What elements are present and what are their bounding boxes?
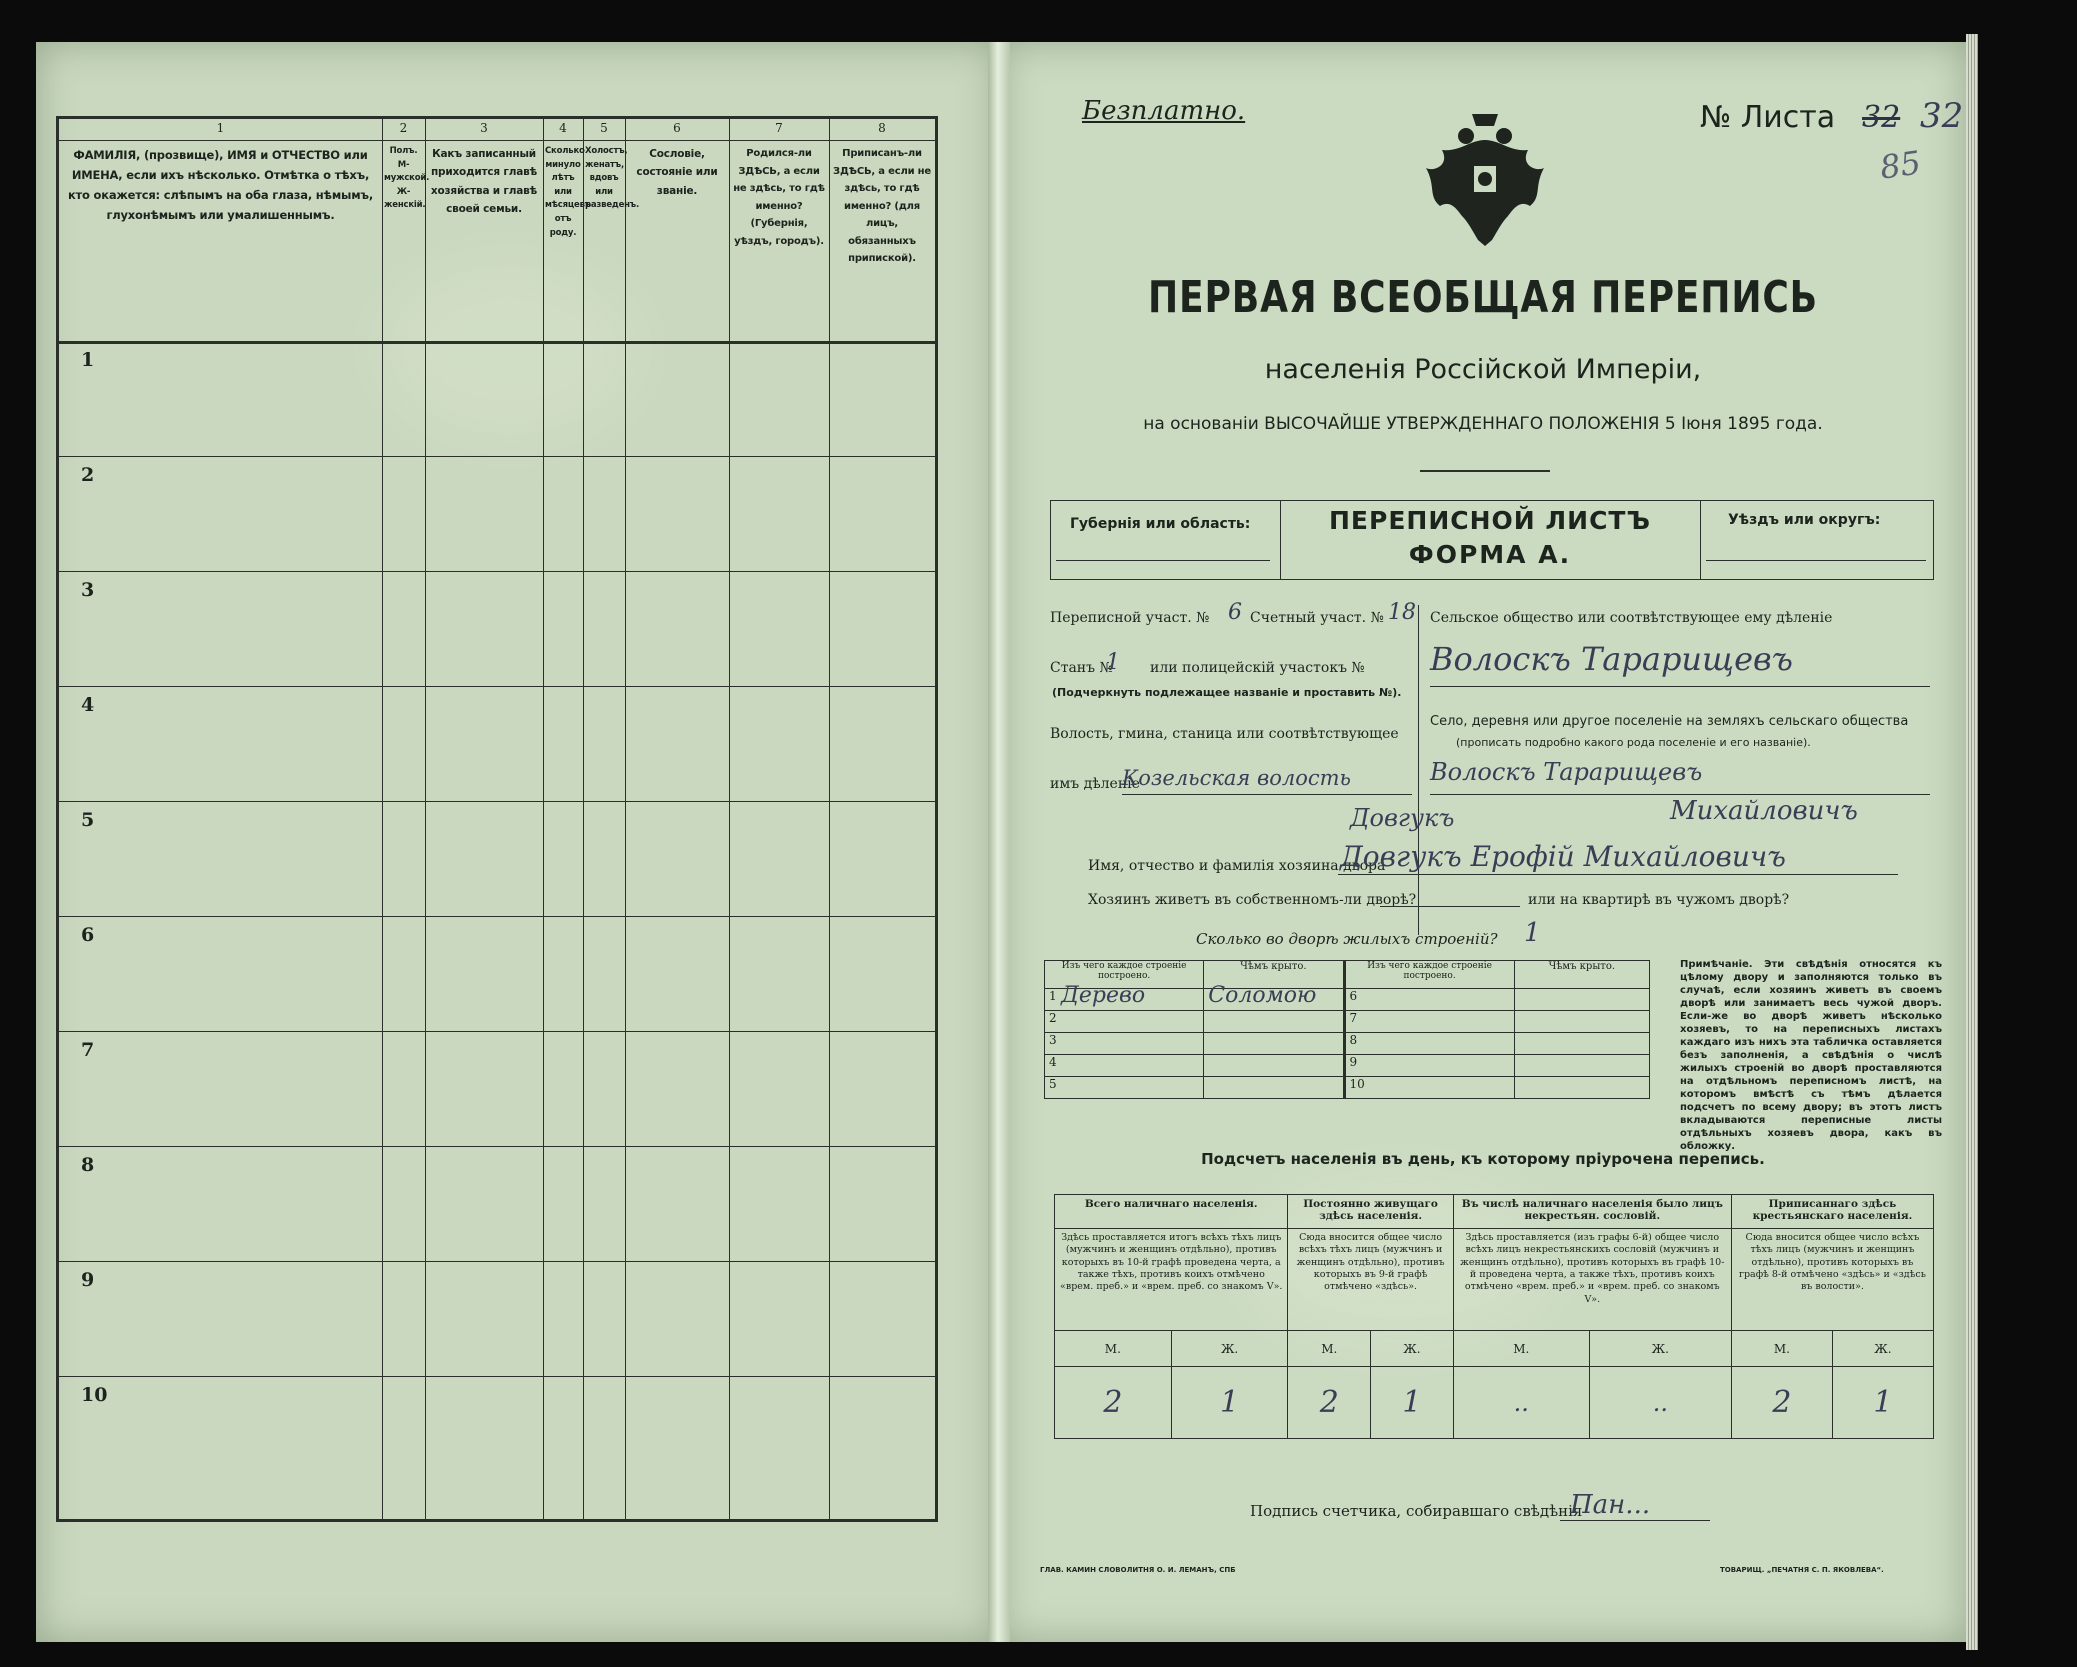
tally-value: ..: [1589, 1367, 1731, 1439]
tally-head-total: Всего наличнаго населенія.: [1055, 1195, 1288, 1229]
row-number: 4: [81, 694, 95, 716]
bt-cell: [1204, 1055, 1344, 1077]
bt-row-number: 10: [1344, 1077, 1514, 1099]
ornament-divider: [1420, 470, 1550, 472]
free-label: Безплатно.: [1082, 96, 1246, 126]
column-number: 2: [399, 121, 408, 135]
column-divider: [382, 119, 383, 1519]
column-header-age: Сколько минуло лѣтъ или мѣсяцевъ отъ роду.: [545, 146, 591, 238]
bt-row-number: 1: [1049, 989, 1057, 1003]
column-divider: [543, 119, 544, 1519]
tally-desc: Здѣсь проставляется итогъ всѣхъ тѣхъ лицъ (мужчинъ и женщинъ отдѣльно), противъ которыхъ въ 10-й графѣ проведена черта, а также тѣхъ, противъ коихъ отмѣчено «врем. преб.» и «врем. преб. со знакомъ V».: [1055, 1229, 1288, 1331]
page-edges: [1966, 34, 1978, 1650]
village-label: Село, деревня или другое поселеніе на земляхъ сельскаго общества: [1430, 714, 1909, 729]
rent-label: или на квартирѣ въ чужомъ дворѣ?: [1528, 892, 1790, 908]
own-yard-label: Хозяинъ живетъ въ собственномъ-ли дворѣ?: [1088, 892, 1417, 908]
bt-row-number: 8: [1344, 1033, 1514, 1055]
form-header-divider: [1700, 500, 1701, 580]
bt-head-material: Изъ чего каждое строеніе построено.: [1045, 961, 1204, 989]
tally-value: 1: [1371, 1367, 1454, 1439]
signature-value: Пан...: [1570, 1490, 1651, 1520]
tally-desc: Сюда вносится общее число всѣхъ тѣхъ лицъ (мужчинъ и женщинъ отдѣльно), противъ которыхъ въ графѣ 8-й отмѣчено «здѣсь» и «здѣсь въ волости».: [1731, 1229, 1933, 1331]
bt-row-number: 9: [1344, 1055, 1514, 1077]
bt-row1-material: Дерево: [1061, 983, 1146, 1008]
tally-zh: Ж.: [1371, 1331, 1454, 1367]
bt-cell: [1514, 989, 1649, 1011]
stan-label: Станъ №: [1050, 660, 1113, 676]
signature-label: Подпись счетчика, собиравшаго свѣдѣнія: [1250, 1502, 1583, 1520]
column-header-relation: Какъ записанный приходится главѣ хозяйства и главѣ своей семьи.: [430, 148, 538, 216]
column-header-marital: Холостъ, женатъ, вдовъ или разведенъ.: [585, 146, 640, 211]
society-label: Сельское общество или соотвѣтствующее ему дѣленіе: [1430, 610, 1833, 626]
bt-row-roof: [1204, 983, 1344, 1011]
bt-row-number: 3: [1045, 1033, 1204, 1055]
bt-row1-roof: Соломою: [1208, 983, 1317, 1008]
bt-row-number: 4: [1045, 1055, 1204, 1077]
volost-label-cont: имъ дѣленіе: [1050, 776, 1140, 792]
sheet-number-pencil: 85: [1877, 143, 1924, 187]
buildings-value: 1: [1524, 918, 1541, 948]
society-line: [1430, 686, 1930, 687]
tally-head-non-peasant: Въ числѣ наличнаго населенія было лицъ некрестьян. сословій.: [1453, 1195, 1731, 1229]
info-block-divider: [1418, 605, 1419, 935]
form-subtitle: ФОРМА А.: [1408, 540, 1572, 569]
column-divider: [729, 119, 730, 1519]
row-line: [59, 916, 935, 917]
bt-head-roof: Чѣмъ крыто.: [1514, 961, 1649, 989]
bt-row-number: 7: [1344, 1011, 1514, 1033]
buildings-label: Сколько во дворѣ жилыхъ строеній?: [1196, 930, 1498, 948]
bt-row-number: 6: [1344, 989, 1514, 1011]
volost-label: Волость, гмина, станица или соотвѣтствующее: [1050, 726, 1399, 742]
bt-row-number: 2: [1045, 1011, 1204, 1033]
census-district-value: 6: [1228, 600, 1242, 625]
owner-label: Имя, отчество и фамилія хозяина двора: [1088, 858, 1386, 874]
tally-value: 1: [1832, 1367, 1933, 1439]
owner-line: [1338, 874, 1898, 875]
uezd-label: Уѣздъ или округъ:: [1728, 512, 1881, 528]
bt-cell: [1204, 1077, 1344, 1099]
bt-cell: [1514, 1077, 1649, 1099]
bt-head-roof: Чѣмъ крыто.: [1204, 961, 1344, 989]
census-title: ПЕРВАЯ ВСЕОБЩАЯ ПЕРЕПИСЬ: [1148, 272, 1818, 323]
tally-head-peasant: Приписаннаго здѣсь крестьянскаго населенія.: [1731, 1195, 1933, 1229]
stan-value: 1: [1106, 650, 1120, 675]
row-line: [59, 456, 935, 457]
column-divider: [829, 119, 830, 1519]
bt-cell: [1514, 1033, 1649, 1055]
row-number: 9: [81, 1269, 95, 1291]
column-header-registered: Приписанъ-ли ЗДѢСЬ, а если не здѣсь, то гдѣ именно? (для лицъ, обязанныхъ припиской).: [833, 148, 931, 264]
column-divider: [425, 119, 426, 1519]
village-instruction: (прописать подробно какого рода поселеніе и его названіе).: [1456, 736, 1811, 749]
header-bottom-line: [59, 341, 935, 344]
column-header-name: ФАМИЛІЯ, (прозвище), ИМЯ и ОТЧЕСТВО или ИМЕНА, если ихъ нѣсколько. Отмѣтка о тѣхъ, кто окажется: слѣпымъ на оба глаза, нѣмымъ, глухонѣмымъ или умалишеннымъ.: [67, 148, 374, 223]
row-line: [59, 1261, 935, 1262]
row-line: [59, 1031, 935, 1032]
census-basis: на основаніи ВЫСОЧАЙШЕ УТВЕРЖДЕННАГО ПОЛОЖЕНІЯ 5 Іюня 1895 года.: [1143, 414, 1823, 434]
tally-m: М.: [1055, 1331, 1172, 1367]
count-district-label: Счетный участ. №: [1250, 610, 1384, 626]
tally-m: М.: [1453, 1331, 1589, 1367]
signature-line: [1560, 1520, 1710, 1521]
row-number: 1: [81, 349, 95, 371]
village-line: [1430, 794, 1930, 795]
tally-desc: Здѣсь проставляется (изъ графы 6-й) общее число всѣхъ лицъ некрестьянскихъ сословій (мужчинъ и женщинъ отдѣльно), противъ которыхъ въ графѣ 10-й проведена черта, а также тѣхъ, противъ коихъ отмѣчено «врем. преб.» и «врем. преб. со знакомъ V».: [1453, 1229, 1731, 1331]
bt-head-material: Изъ чего каждое строеніе построено.: [1344, 961, 1514, 989]
bt-cell: [1514, 1055, 1649, 1077]
tally-zh: Ж.: [1171, 1331, 1288, 1367]
owner-value: Довгукъ Ерофій Михайловичъ: [1340, 840, 1786, 873]
gubernia-line: [1056, 560, 1270, 561]
column-number: 7: [775, 121, 783, 135]
volost-line: [1122, 794, 1412, 795]
underline-instruction: (Подчеркнуть подлежащее названіе и проставить №).: [1052, 686, 1402, 699]
household-members-table: [56, 116, 938, 1522]
owner-above-2: Михайловичъ: [1670, 796, 1858, 826]
bt-cell: [1204, 1033, 1344, 1055]
column-number: 3: [480, 121, 488, 135]
tally-head-permanent: Постоянно живущаго здѣсь населенія.: [1288, 1195, 1453, 1229]
census-subtitle: населенія Россійской Имперіи,: [1264, 354, 1702, 385]
column-header-birthplace: Родился-ли ЗДѢСЬ, а если не здѣсь, то гдѣ именно? (Губернія, уѣздъ, городъ).: [733, 148, 825, 247]
column-divider: [583, 119, 584, 1519]
tally-value: 1: [1171, 1367, 1288, 1439]
village-value: Волоскъ Тарарищевъ: [1430, 758, 1703, 786]
row-number: 10: [81, 1384, 108, 1406]
owner-above-1: Довгукъ: [1350, 804, 1455, 832]
bt-row-number: 5: [1045, 1077, 1204, 1099]
tally-zh: Ж.: [1589, 1331, 1731, 1367]
row-line: [59, 686, 935, 687]
column-number: 4: [559, 121, 567, 135]
bt-cell: [1204, 1011, 1344, 1033]
row-number: 2: [81, 464, 95, 486]
own-yard-line: [1380, 906, 1520, 907]
column-number-row-line: [59, 140, 935, 141]
printer-right: ТОВАРИЩ. „ПЕЧАТНЯ С. П. ЯКОВЛЕВА“.: [1720, 1566, 1884, 1574]
tally-value: 2: [1055, 1367, 1172, 1439]
tally-value: 2: [1731, 1367, 1832, 1439]
tally-m: М.: [1288, 1331, 1371, 1367]
sheet-number-label: № Листа: [1700, 100, 1836, 135]
sheet-number-hand: 32: [1920, 96, 1964, 136]
column-number: 8: [878, 121, 886, 135]
tally-zh: Ж.: [1832, 1331, 1933, 1367]
bt-cell: [1514, 1011, 1649, 1033]
census-district-label: Переписной участ. №: [1050, 610, 1210, 626]
form-title: ПЕРЕПИСНОЙ ЛИСТЪ: [1329, 506, 1651, 535]
bt-row: [1045, 983, 1204, 1011]
column-number: 1: [216, 121, 225, 135]
column-number: 5: [600, 121, 608, 135]
tally-desc: Сюда вносится общее число всѣхъ тѣхъ лицъ (мужчинъ и женщинъ отдѣльно), противъ которыхъ въ 9-й графѣ отмѣчено «здѣсь».: [1288, 1229, 1453, 1331]
count-district-value: 18: [1388, 600, 1416, 625]
tally-title: Подсчетъ населенія въ день, къ которому пріурочена перепись.: [1201, 1150, 1765, 1168]
column-divider: [625, 119, 626, 1519]
tally-table: [1054, 1194, 1934, 1439]
double-headed-eagle-icon: [1420, 110, 1550, 250]
volost-value: Козельская волость: [1122, 766, 1351, 790]
uezd-line: [1706, 560, 1926, 561]
printer-left: ГЛАВ. КАМИН СЛОВОЛИТНЯ О. И. ЛЕМАНЪ, СПБ: [1040, 1566, 1236, 1574]
row-line: [59, 571, 935, 572]
row-number: 6: [81, 924, 95, 946]
row-number: 5: [81, 809, 95, 831]
society-value: Волоскъ Тарарищевъ: [1430, 640, 1793, 678]
book-spine: [988, 42, 1010, 1642]
column-header-estate: Сословіе, состояніе или званіе.: [636, 148, 718, 197]
sheet-number-struck: 32: [1862, 100, 1901, 135]
row-line: [59, 1376, 935, 1377]
row-number: 7: [81, 1039, 95, 1061]
row-line: [59, 801, 935, 802]
gubernia-label: Губернія или область:: [1070, 516, 1251, 532]
row-number: 8: [81, 1154, 95, 1176]
buildings-note: Примѣчаніе. Эти свѣдѣнія относятся къ цѣлому двору и заполняются только въ случаѣ, если хозяинъ живетъ въ своемъ дворѣ или занимаетъ весь чужой дворъ. Если-же во дворѣ живетъ нѣсколько хозяевъ, то на переписныхъ листахъ каждаго изъ нихъ эта табличка оставляется безъ заполненія, а свѣдѣнія о числѣ жилыхъ строеній во дворѣ проставляются на отдѣльномъ переписномъ листѣ, на которомъ вмѣстѣ съ тѣмъ дѣлается подсчетъ по всему двору; въ этотъ листъ вкладываются переписные листы отдѣльныхъ хозяевъ двора, какъ въ обложку.: [1680, 959, 1942, 1152]
column-header-sex: Полъ. М-мужской. Ж-женскій.: [384, 146, 430, 211]
buildings-table: [1044, 960, 1650, 1099]
police-station-label: или полицейскій участокъ №: [1150, 660, 1365, 676]
tally-m: М.: [1731, 1331, 1832, 1367]
column-number: 6: [673, 121, 681, 135]
tally-value: ..: [1453, 1367, 1589, 1439]
row-number: 3: [81, 579, 95, 601]
row-line: [59, 1146, 935, 1147]
tally-value: 2: [1288, 1367, 1371, 1439]
